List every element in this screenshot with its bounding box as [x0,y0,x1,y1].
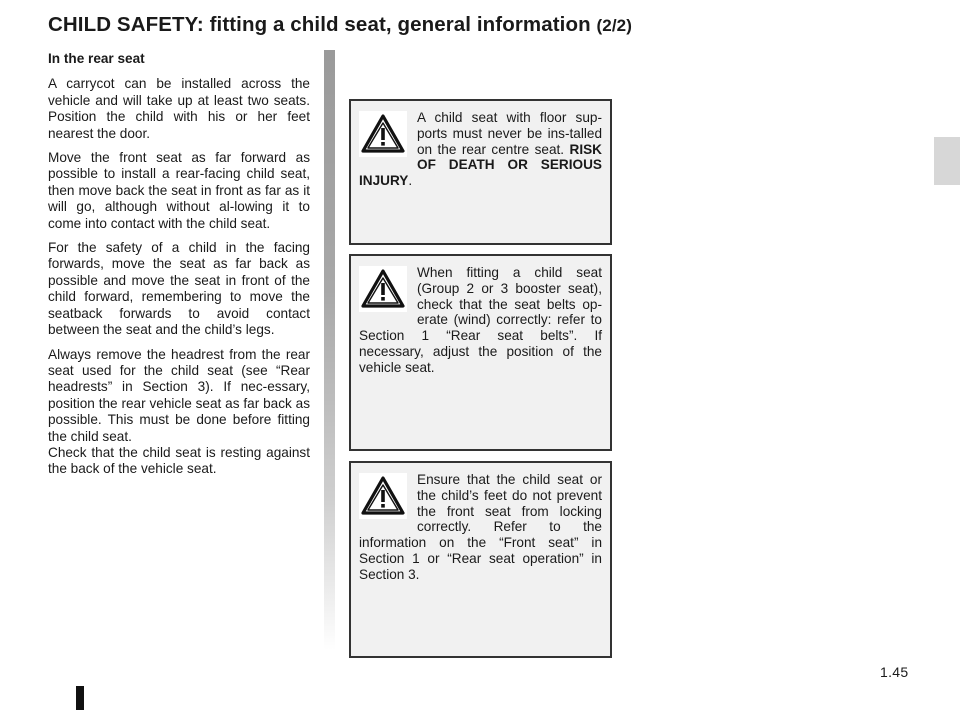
warning-box-floor-supports [349,99,612,245]
left-column [48,51,310,486]
paragraph-carrycot: A carrycot can be installed across the vehicle and will take up at least two seats. Position the child with his or her feet nearest the door. [48,76,310,141]
warning-text-block [351,256,610,376]
page-title [48,13,632,37]
paragraph-check-resting: Check that the child seat is resting against the back of the vehicle seat. [48,444,310,477]
warning-box-front-seat-locking [349,461,612,658]
page-title-suffix: (2/2) [596,16,632,35]
paragraph-headrest: Always remove the headrest from the rear seat used for the child seat (see “Rear headrests” in Section 3). If nec-essary, position the rear vehicle seat as far back as possible. This must be done before fitting the child seat. [48,346,310,444]
warning-risk-text: RISK OF DEATH OR SERIOUS INJURY [359,141,602,189]
warning-box-seat-belts [349,254,612,451]
warning-text: A child seat with floor sup-ports must never be ins-talled on the rear centre seat. [417,110,602,157]
warning-text-block [351,463,610,583]
page-number: 1.45 [880,664,909,680]
corner-crop-mark [76,686,84,710]
paragraph-rear-facing: Move the front seat as far forward as possible to install a rear-facing child seat, then move back the seat in front as far as it will go, although without al-lowing it to come into contact with the child seat. [48,150,310,231]
warning-triangle-icon [359,111,407,157]
warning-triangle-icon [359,473,407,519]
warning-text-end: . [408,173,413,189]
warning-triangle-icon [359,266,407,312]
section-thumb-tab [934,137,960,185]
page-title-text: CHILD SAFETY: fitting a child seat, general information [48,13,591,36]
column-divider [324,50,335,650]
section-heading: In the rear seat [48,51,145,66]
warning-text: When fitting a child seat (Group 2 or 3 booster seat), check that the seat belts op-erate (wind) correctly: refer to Section 1 “Rear seat belts”. If necessary, adjust the position of the vehicle seat. [359,265,602,375]
paragraph-forward-facing: For the safety of a child in the facing forwards, move the seat as far back as possible and move the seat in front of the child forward, remembering to move the seatback forwards to avoid contact between the seat and the child’s legs. [48,240,310,338]
warning-text-block [351,101,610,189]
warning-text: Ensure that the child seat or the child’s feet do not prevent the front seat from locking correctly. Refer to the information on the “Front seat” in Section 1 or “Rear seat operation” in Section 3. [359,472,602,582]
